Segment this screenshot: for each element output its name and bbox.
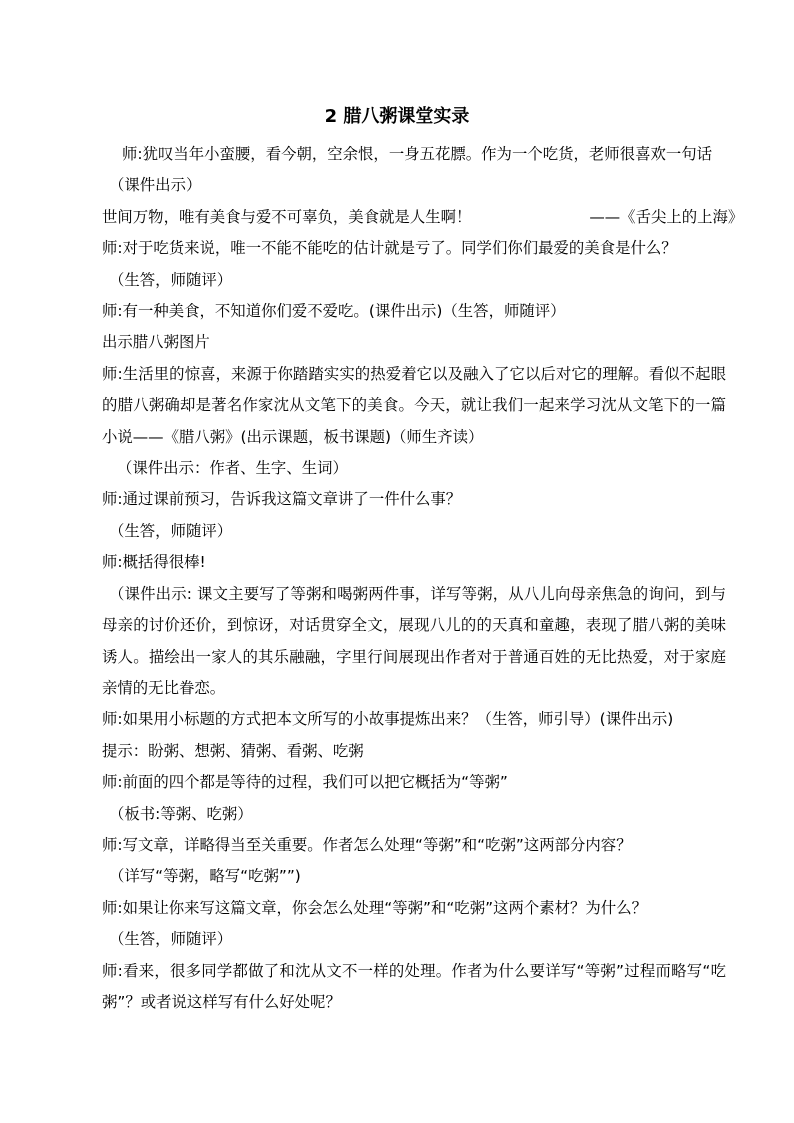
paragraph: 师:通过课前预习，告诉我这篇文章讲了一件什么事？	[102, 490, 462, 509]
paragraph: 师:看来，很多同学都做了和沈从文不一样的处理。作者为什么要详写“等粥”过程而略写“吃粥”？或者说这样写有什么好处呢？	[102, 961, 726, 1011]
paragraph: 师:犹叹当年小蛮腰，看今朝，空余恨，一身五花膘。作为一个吃货，老师很喜欢一句话	[122, 145, 713, 163]
paragraph: （课件出示：作者、生字、生词）	[117, 459, 348, 478]
document-title: 2 腊八粥课堂实录	[324, 106, 470, 127]
paragraph: 师:如果用小标题的方式把本文所写的小故事提炼出来？（生答，师引导）(课件出示)	[102, 710, 674, 729]
document-body	[102, 139, 744, 1018]
paragraph: 提示：盼粥、想粥、猜粥、看粥、吃粥	[102, 741, 364, 760]
paragraph: （生答，师随评）	[109, 521, 233, 540]
paragraph: （课件出示）	[109, 176, 202, 195]
paragraph: （生答，师随评）	[109, 270, 233, 289]
paragraph: 出示腊八粥图片	[102, 333, 210, 352]
paragraph: （详写“等粥，略写“吃粥””)	[109, 867, 301, 886]
paragraph: 师:如果让你来写这篇文章，你会怎么处理“等粥”和“吃粥”这两个素材？为什么？	[102, 898, 647, 917]
paragraph: （生答，师随评）	[109, 930, 233, 949]
paragraph: 师:生活里的惊喜，来源于你踏踏实实的热爱着它以及融入了它以后对它的理解。看似不起眼的腊八粥确却是著名作家沈从文笔下的美食。今天，就让我们一起来学习沈从文笔下的一篇小说——《腊八粥》(出示课题，板书课题)（师生齐读）	[102, 364, 726, 446]
paragraph: 师:前面的四个都是等待的过程，我们可以把它概括为“等粥”	[102, 773, 508, 792]
quote-text: 世间万物，唯有美食与爱不可辜负，美食就是人生啊！	[102, 207, 472, 226]
paragraph: 师:概括得很棒!	[102, 553, 206, 572]
paragraph: 师:有一种美食，不知道你们爱不爱吃。(课件出示)（生答，师随评）	[102, 302, 566, 321]
paragraph: （课件出示: 课文主要写了等粥和喝粥两件事，详写等粥，从八儿向母亲焦急的询问，到与母亲的讨价还价，到惊讶，对话贯穿全文，展现八儿的的天真和童趣，表现了腊八粥的美味诱人。描绘出一家人的其乐融融，字里行间展现出作者对于普通百姓的无比热爱，对于家庭亲情的无比眷恋。	[102, 584, 726, 697]
paragraph: （板书:等粥、吃粥）	[109, 804, 253, 823]
paragraph: 师:对于吃货来说，唯一不能不能吃的估计就是亏了。同学们你们最爱的美食是什么？	[102, 239, 677, 258]
paragraph: 师:写文章，详略得当至关重要。作者怎么处理“等粥”和“吃粥”这两部分内容？	[102, 835, 632, 854]
paragraph-quote	[102, 202, 744, 233]
quote-source: ——《舌尖上的上海》	[589, 207, 744, 226]
